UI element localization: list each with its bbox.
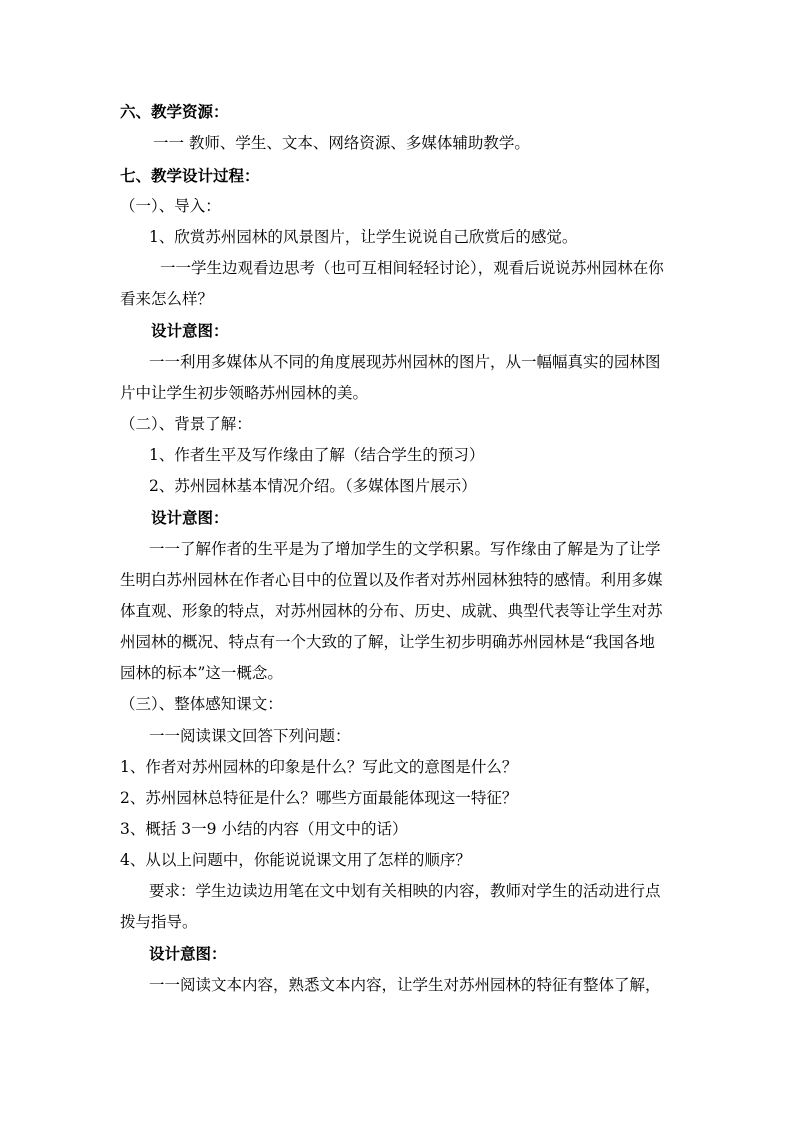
paragraph-line: 体直观、形象的特点，对苏州园林的分布、历史、成就、典型代表等让学生对苏 (120, 602, 663, 620)
paragraph-line: 一一阅读课文回答下列问题： (149, 727, 351, 745)
paragraph-line: 一一利用多媒体从不同的角度展现苏州园林的图片，从一幅幅真实的园林图 (149, 353, 661, 371)
subsection-heading-background: （二）、背景了解： (120, 415, 252, 433)
paragraph-line: 看来怎么样？ (120, 290, 214, 308)
paragraph-line: 生明白苏州园林在作者心目中的位置以及作者对苏州园林独特的感情。利用多媒 (120, 571, 663, 589)
section-heading-resources: 六、教学资源： (120, 102, 229, 121)
list-item: 1、欣赏苏州园林的风景图片，让学生说说自己欣赏后的感觉。 (149, 228, 578, 246)
paragraph-line: 要求：学生边读边用笔在文中划有关相映的内容，教师对学生的活动进行点 (149, 882, 661, 900)
paragraph-line: 州园林的概况、特点有一个大致的了解，让学生初步明确苏州园林是“我国各地 (120, 633, 655, 651)
subsection-heading-reading: （三）、整体感知课文： (120, 695, 283, 713)
question-item: 1、作者对苏州园林的印象是什么？写此文的意图是什么？ (120, 758, 518, 776)
question-item: 4、从以上问题中，你能说说课文用了怎样的顺序？ (120, 851, 471, 869)
paragraph-line: 一一阅读文本内容，熟悉文本内容，让学生对苏州园林的特征有整体了解， (149, 976, 661, 994)
design-intent-label: 设计意图： (151, 321, 229, 340)
paragraph-line: 园林的标本”这一概念。 (120, 664, 283, 682)
paragraph-line: 片中让学生初步领略苏州园林的美。 (120, 384, 369, 402)
subsection-heading-intro: （一）、导入： (120, 197, 221, 215)
paragraph-line: 一一 教师、学生、文本、网络资源、多媒体辅助教学。 (153, 134, 530, 152)
question-item: 3、概括 3一9 小结的内容（用文中的话） (120, 820, 408, 838)
list-item: 1、作者生平及写作缘由了解（结合学生的预习） (149, 446, 485, 464)
design-intent-label: 设计意图： (151, 508, 229, 527)
paragraph-line: 一一了解作者的生平是为了增加学生的文学积累。写作缘由了解是为了让学 (149, 540, 661, 558)
paragraph-line: 一一学生边观看边思考（也可互相间轻轻讨论），观看后说说苏州园林在你 (160, 259, 664, 277)
design-intent-label: 设计意图： (149, 944, 227, 963)
paragraph-line: 拨与指导。 (120, 913, 198, 931)
list-item: 2、苏州园林基本情况介绍。（多媒体图片展示） (149, 477, 477, 495)
section-heading-process: 七、教学设计过程： (120, 166, 260, 185)
question-item: 2、苏州园林总特征是什么？哪些方面最能体现这一特征？ (120, 789, 518, 807)
